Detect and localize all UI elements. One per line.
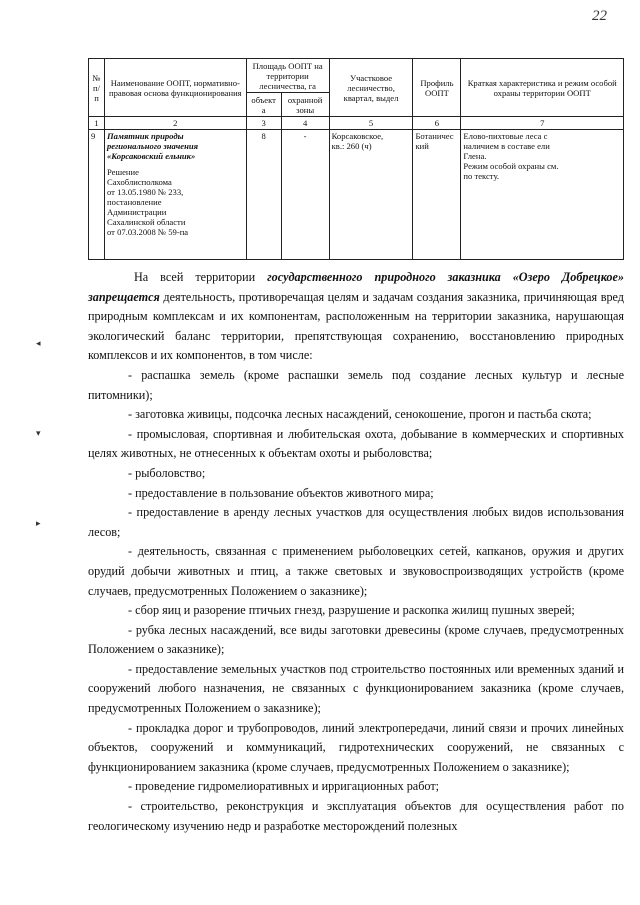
header-location: Участковое лесничество, квартал, выдел <box>329 59 413 117</box>
margin-mark: ▾ <box>36 428 41 438</box>
basis-line: от 07.03.2008 № 59-па <box>106 227 189 237</box>
header-num: № п/п <box>89 59 105 117</box>
basis-line: Решение <box>106 167 139 177</box>
list-item: - проведение гидромелиоративных и ирригационных работ; <box>128 779 440 794</box>
row-basis <box>107 167 244 237</box>
list-item: - предоставление земельных участков под строительство постоянных или временных зданий и сооружений любого назначения, не связанных с функционированием заказника (кроме случаев, предусмотренных Положением о заказнике); <box>88 661 624 716</box>
list-item: - рыболовство; <box>128 465 206 480</box>
characteristic-line: наличием в составе ели <box>463 141 550 151</box>
title-line: «Корсаковский ельник» <box>106 151 196 161</box>
title-line: регионального значения <box>106 141 199 151</box>
page-number: 22 <box>592 8 607 24</box>
list-item: - прокладка дорог и трубопроводов, линий электропередачи, линий связи и прочих линейных объектов, сооружений и коммуникаций, гидротехнических сооружений, не связанных с функционированием заказника (кроме случаев, предусмотренных Положением о заказнике); <box>88 720 624 774</box>
col-number: 2 <box>104 117 246 130</box>
location-line: Корсаковское, <box>331 131 384 141</box>
basis-line: Администрации <box>106 207 167 217</box>
row-name <box>104 130 246 260</box>
header-name: Наименование ООПТ, нормативно-правовая основа функционирования <box>104 59 246 117</box>
header-characteristic: Краткая характеристика и режим особой охраны территории ООПТ <box>461 59 624 117</box>
basis-line: Сахалинской области <box>106 217 186 227</box>
characteristic-line: по тексту. <box>463 171 500 181</box>
col-number: 1 <box>89 117 105 130</box>
basis-line: от 13.05.1980 № 233, <box>106 187 184 197</box>
header-area: Площадь ООПТ на территории лесничества, га <box>246 59 329 93</box>
intro-paragraph <box>88 268 624 366</box>
list-item: - заготовка живицы, подсочка лесных насаждений, сенокошение, прогон и пастьба скота; <box>128 407 592 422</box>
col-number: 7 <box>461 117 624 130</box>
characteristic-line: Режим особой охраны см. <box>463 161 559 171</box>
basis-line: постановление <box>106 197 162 207</box>
list-item: - предоставление в пользование объектов животного мира; <box>128 485 434 500</box>
location-line: кв.: 260 (ч) <box>331 141 372 151</box>
oopt-table <box>88 58 624 260</box>
row-profile: Ботаничес кий <box>413 130 461 260</box>
list-item: - строительство, реконструкция и эксплуатация объектов для осуществления работ по геологическому изучению недр и разработке месторождений полезных <box>88 799 624 833</box>
row-characteristic <box>461 130 624 260</box>
col-number: 5 <box>329 117 413 130</box>
list-item: - промысловая, спортивная и любительская охота, добывание в коммерческих и спортивных целях животных, не отнесенных к объектам охоты и рыболовства; <box>88 426 624 461</box>
row-num: 9 <box>89 130 105 260</box>
title-line: Памятник природы <box>106 131 184 141</box>
intro-bold: государственного природного заказника «Озеро Добрецкое» запрещается <box>88 270 625 304</box>
col-number: 4 <box>281 117 329 130</box>
list-item: - деятельность, связанная с применением рыболовецких сетей, капканов, оружия и других орудий добычи животных и птиц, а также световых и звуковоспроизводящих устройств (кроме случаев, предусмотренных Положением о заказнике); <box>88 544 624 598</box>
characteristic-line: Глена. <box>463 151 487 161</box>
col-number: 3 <box>246 117 281 130</box>
row-area-buffer: - <box>281 130 329 260</box>
header-area-buffer: охранной зоны <box>281 93 329 117</box>
header-profile: Профиль ООПТ <box>413 59 461 117</box>
intro-start: На всей территории <box>134 270 256 284</box>
list-item: - сбор яиц и разорение птичьих гнезд, разрушение и раскопка жилищ пушных зверей; <box>128 603 575 618</box>
body-text <box>88 268 624 836</box>
list-item: - распашка земель (кроме распашки земель под создание лесных культур и лесные питомники); <box>88 367 624 402</box>
margin-mark: ▸ <box>36 518 41 528</box>
col-number: 6 <box>413 117 461 130</box>
list-item: - предоставление в аренду лесных участков для осуществления любых видов использования лесов; <box>88 505 624 539</box>
margin-mark: ◂ <box>36 338 41 348</box>
intro-rest: деятельность, противоречащая целям и задачам создания заказника, причиняющая вред природным комплексам и их компонентам, расположенным на территории заказника, нарушающая экологический баланс территории, препятствующая сохранению, восстановлению природных комплексов и их компонентов, в том числе: <box>88 289 625 363</box>
basis-line: Сахоблисполкома <box>106 177 172 187</box>
row-area-object: 8 <box>246 130 281 260</box>
header-area-object: объект а <box>246 93 281 117</box>
row-title <box>107 131 244 161</box>
list-item: - рубка лесных насаждений, все виды заготовки древесины (кроме случаев, предусмотренных Положением о заказнике); <box>88 622 624 657</box>
table-row <box>89 130 624 260</box>
characteristic-line: Елово-пихтовые леса с <box>463 131 548 141</box>
row-location <box>329 130 413 260</box>
